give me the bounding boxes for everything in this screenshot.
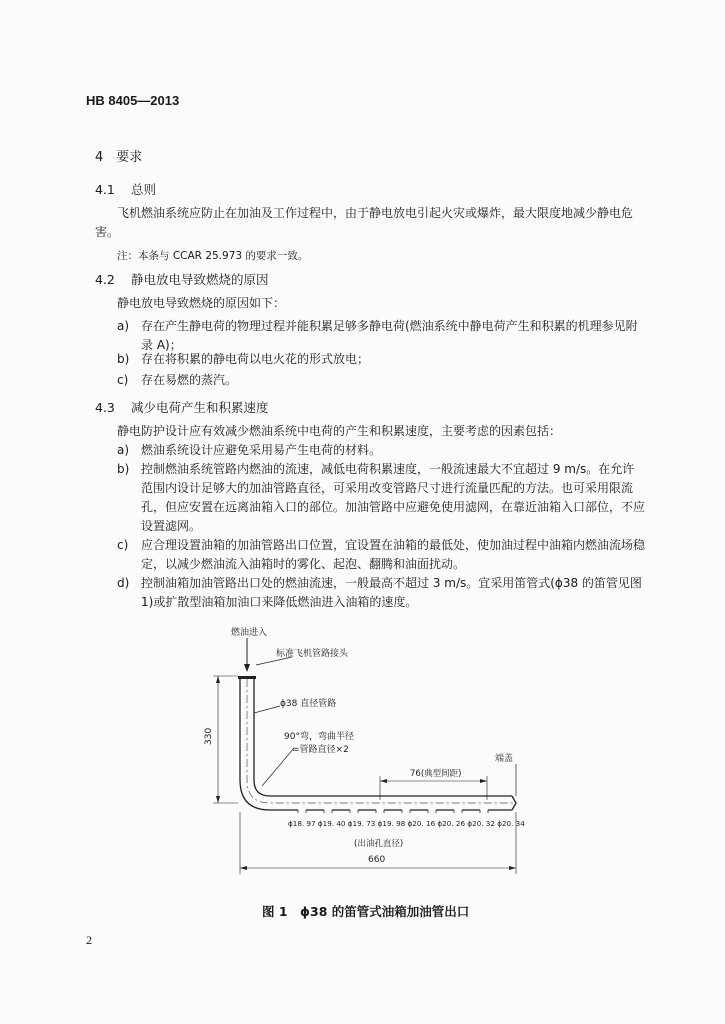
section-title: 静电放电导致燃烧的原因: [131, 272, 269, 287]
length-label: 660: [368, 855, 386, 865]
list-item-label: a): [117, 319, 130, 333]
height-label: 330: [204, 727, 214, 745]
list-item-label: b): [117, 462, 130, 476]
bend-label-line1: 90°弯，弯曲半径: [284, 732, 354, 742]
list-item-label: d): [117, 576, 130, 590]
list-item-label: a): [117, 443, 130, 457]
end-cap-label: 端盖: [495, 754, 514, 764]
pipe-diameter-label: ϕ38 直径管路: [280, 699, 337, 709]
hole-diameters: ϕ18. 97 ϕ19. 40 ϕ19. 73 ϕ19. 98 ϕ20. 16 ϕ20. 26 ϕ20. 32 ϕ20. 34: [288, 819, 525, 828]
section-number: 4.3: [95, 400, 115, 415]
pipe-connector: [238, 676, 256, 679]
note: 注：本条与 CCAR 25.973 的要求一致。: [117, 250, 309, 262]
page-number: 2: [86, 933, 92, 947]
leader-line: [262, 748, 294, 786]
figure-caption: 图 1 ϕ38 的笛管式油箱加油管出口: [262, 904, 470, 919]
pitch-label: 76(典型间距): [410, 769, 462, 779]
list-item-label: b): [117, 352, 130, 366]
list-item-text: 存在将积累的静电荷以电火花的形式放电；: [141, 352, 370, 366]
paragraph: 静电防护设计应有效减少燃油系统中电荷的产生和积累速度，主要考虑的因素包括：: [117, 424, 562, 438]
connector-label: 标准飞机管路接头: [276, 649, 349, 659]
list-item-text: 控制油箱加油管路出口处的燃油流速，一般最高不超过 3 m/s。宜采用笛管式(ϕ38 的笛管见图 1)或扩散型油箱加油口来降低燃油进入油箱的速度。: [141, 576, 642, 609]
list-item-text: 应合理设置油箱的加油管路出口位置，宜设置在油箱的最低处，使加油过程中油箱内燃油流场稳定，以减少燃油流入油箱时的雾化、起泡、翻腾和油面扰动。: [141, 538, 646, 571]
list-item-label: c): [117, 538, 129, 552]
paragraph: 静电放电导致燃烧的原因如下：: [117, 296, 286, 310]
list-item-text: 存在产生静电荷的物理过程并能积累足够多静电荷(燃油系统中静电荷产生和积累的机理参见附录 A)；: [141, 319, 638, 352]
fuel-in-label: 燃油进入: [231, 628, 268, 638]
paragraph: 飞机燃油系统应防止在加油及工作过程中，由于静电放电引起火灾或爆炸，最大限度地减少静电危: [117, 206, 634, 220]
arrow-head: [244, 664, 250, 672]
hole-diameters-caption: (出油孔直径): [354, 839, 404, 849]
standard-number: HB 8405—2013: [86, 93, 180, 108]
leader-line: [254, 706, 280, 713]
paragraph-continuation: 害。: [95, 225, 120, 239]
section-number: 4.2: [95, 272, 115, 287]
section-4-title: 4 要求: [95, 150, 143, 165]
height-dimension: [213, 676, 238, 803]
list-item-text: 存在易燃的蒸汽。: [141, 373, 238, 387]
section-number: 4.1: [95, 182, 115, 197]
list-item-label: c): [117, 373, 129, 387]
section-title: 总则: [131, 182, 157, 197]
list-item-text: 控制燃油系统管路内燃油的流速，减低电荷积累速度，一般流速最大不宜超过 9 m/s。在允许范围内设计足够大的加油管路直径，可采用改变管路尺寸进行流量匹配的方法。也可采用限流孔，但应安置在远离油箱入口的部位。加油管路中应避免使用滤网，在靠近油箱入口部位，不应设置滤网。: [141, 462, 646, 533]
list-item-text: 燃油系统设计应避免采用易产生电荷的材料。: [141, 443, 382, 457]
bend-label-line2: =管路直径×2: [292, 745, 349, 755]
section-title: 减少电荷产生和积累速度: [131, 400, 269, 415]
